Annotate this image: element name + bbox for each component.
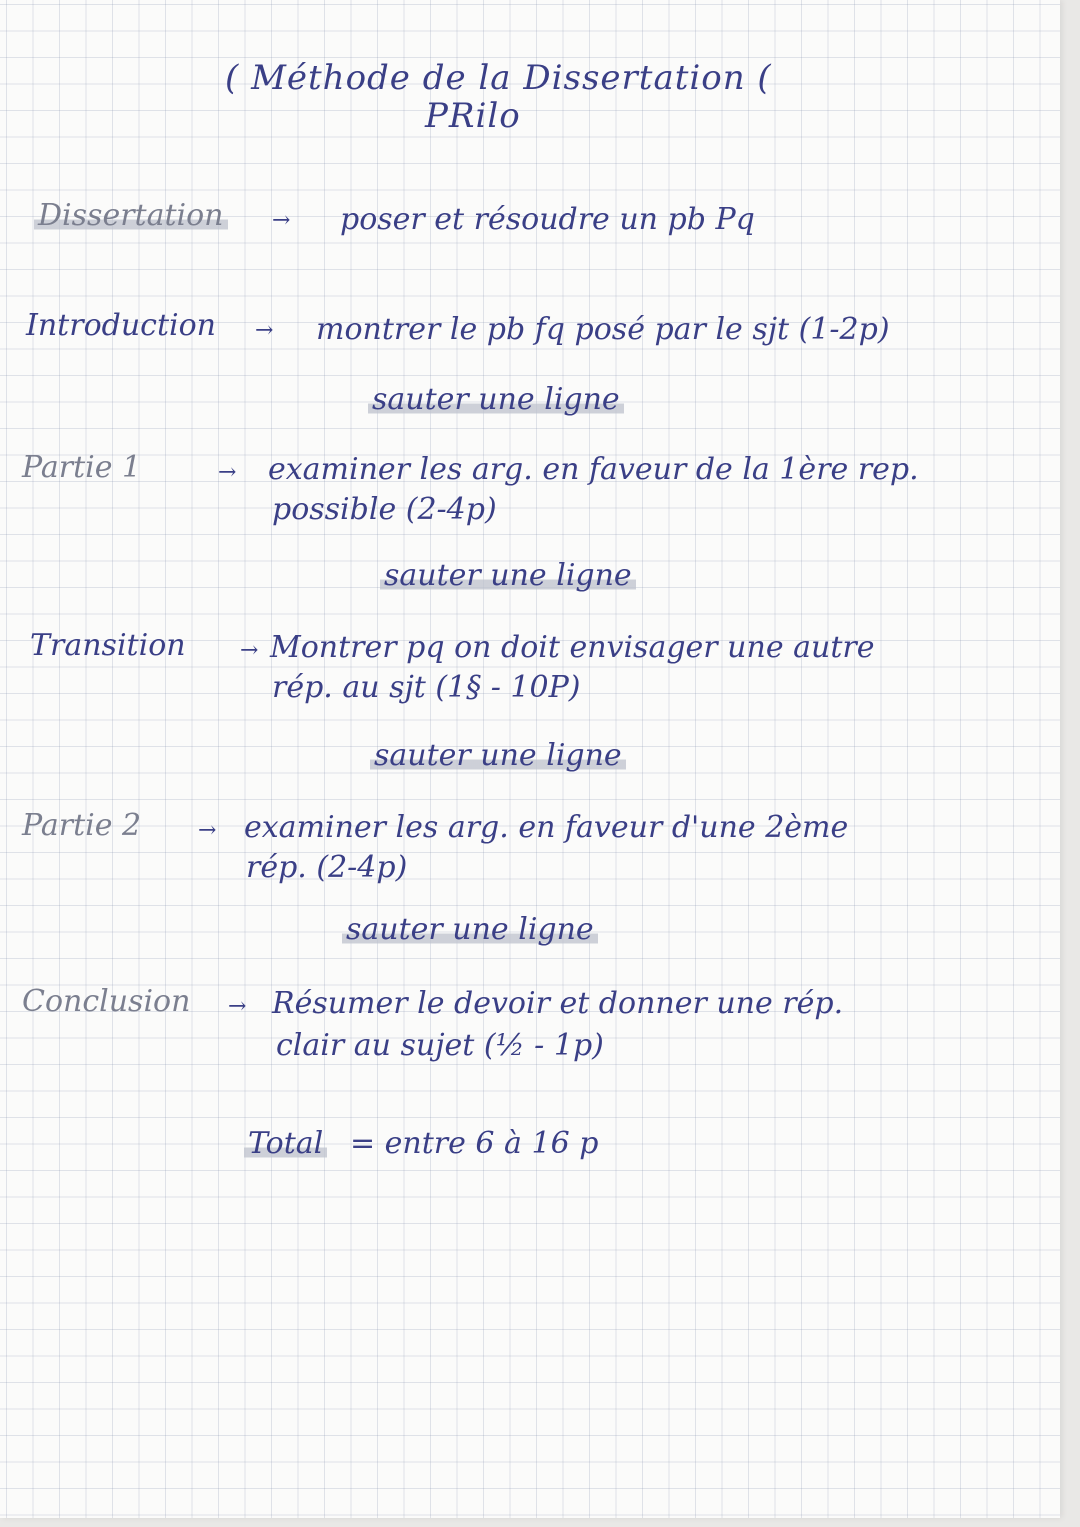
section-text-partie-2-line-1: examiner les arg. en faveur d'une 2ème [244,810,849,845]
arrow-icon: → [198,818,217,843]
section-text-partie-1-line-2: possible (2-4p) [272,492,497,527]
arrow-icon: → [255,318,274,343]
section-text-conclusion-line-2: clair au sujet (½ - 1p) [276,1028,604,1063]
page-title: ( Méthode de la Dissertation ( [225,58,772,98]
section-text-dissertation: poser et résoudre un pb Pq [340,202,755,237]
section-label-partie-2: Partie 2 [22,808,142,843]
arrow-icon: → [272,208,291,233]
total-value: = entre 6 à 16 p [350,1126,599,1161]
section-label-transition: Transition [30,628,186,663]
arrow-icon: → [240,638,259,663]
total-label: Total [244,1126,327,1161]
section-text-transition-line-2: rép. au sjt (1§ - 10P) [272,670,581,705]
section-text-transition-line-1: Montrer pq on doit envisager une autre [270,630,875,665]
arrow-icon: → [228,994,247,1019]
arrow-icon: → [218,460,237,485]
section-text-introduction: montrer le pb fq posé par le sjt (1-2p) [316,312,890,347]
section-label-partie-1: Partie 1 [22,450,142,485]
section-text-partie-2-line-2: rép. (2-4p) [246,850,408,885]
section-label-conclusion: Conclusion [22,984,191,1019]
section-text-partie-1-line-1: examiner les arg. en faveur de la 1ère rep. [268,452,919,487]
section-label-dissertation: Dissertation [34,198,228,233]
page-subtitle: PRilo [425,96,521,136]
separator-4: sauter une ligne [342,912,598,947]
separator-2: sauter une ligne [380,558,636,593]
section-text-conclusion-line-1: Résumer le devoir et donner une rép. [272,986,844,1021]
section-label-introduction: Introduction [26,308,216,343]
separator-1: sauter une ligne [368,382,624,417]
separator-3: sauter une ligne [370,738,626,773]
